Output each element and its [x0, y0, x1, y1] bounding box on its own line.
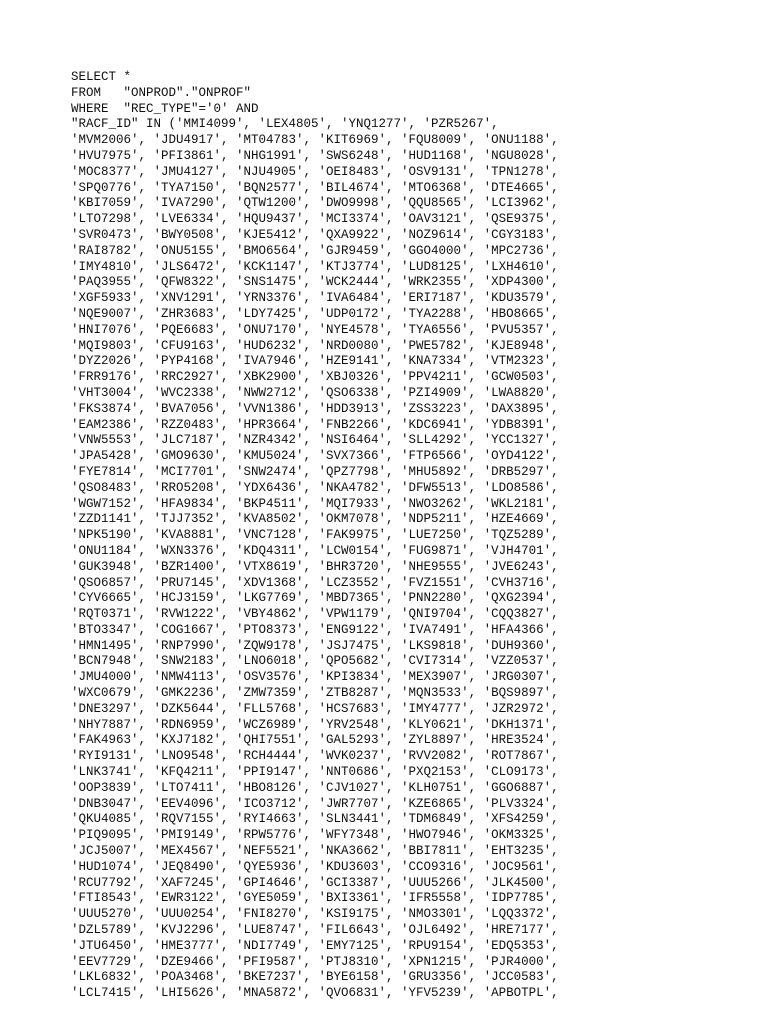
racf-id-row: 'VHT3004', 'WVC2338', 'NWW2712', 'QSO6338', 'PZI4909', 'LWA8820', [71, 385, 559, 400]
racf-id-row: 'CYV6665', 'HCJ3159', 'LKG7769', 'MBD7365', 'PNN2280', 'QXG2394', [71, 591, 559, 606]
racf-id-row: 'FTI8543', 'EWR3122', 'GYE5059', 'BXI3361', 'IFR5558', 'IDP7785', [71, 891, 559, 906]
racf-id-row: 'SVR0473', 'BWY0508', 'KJE5412', 'QXA9922', 'NOZ9614', 'CGY3183', [71, 227, 559, 242]
racf-id-row: 'QSO6857', 'PRU7145', 'XDV1368', 'LCZ3552', 'FVZ1551', 'CVH3716', [71, 575, 559, 590]
racf-id-row: 'UUU5270', 'UUU0254', 'FNI8270', 'KSI9175', 'NMO3301', 'LQQ3372', [71, 907, 559, 922]
racf-id-row: 'WXC0679', 'GMK2236', 'ZMW7359', 'ZTB8287', 'MQN3533', 'BQS9897', [71, 686, 559, 701]
racf-id-row: 'LKL6832', 'POA3468', 'BKE7237', 'BYE6158', 'GRU3356', 'JCC0583', [71, 970, 559, 985]
racf-id-row: 'QKU4085', 'RQV7155', 'RYI4663', 'SLN3441', 'TDM6849', 'XFS4259', [71, 812, 559, 827]
racf-id-row: 'DNE3297', 'DZK5644', 'FLL5768', 'HCS7683', 'IMY4777', 'JZR2972', [71, 701, 559, 716]
racf-id-list [71, 133, 731, 1002]
sql-from-line: FROM "ONPROD"."ONPROF" [71, 85, 252, 100]
racf-id-row: 'FRR9176', 'RRC2927', 'XBK2900', 'XBJ0326', 'PPV4211', 'GCW0503', [71, 370, 559, 385]
racf-id-row: 'LNK3741', 'KFQ4211', 'PPI9147', 'NNT0686', 'PXQ2153', 'CLO9173', [71, 765, 559, 780]
racf-id-row: 'PIQ9095', 'PMI9149', 'RPW5776', 'WFY7348', 'HWO7946', 'OKM3325', [71, 828, 559, 843]
racf-id-row: 'RAI8782', 'ONU5155', 'BMO6564', 'GJR9459', 'GGO4000', 'MPC2736', [71, 243, 559, 258]
racf-id-row: 'QSO8483', 'RRO5208', 'YDX6436', 'NKA4782', 'DFW5513', 'LDO8586', [71, 480, 559, 495]
racf-id-row: 'LCL7415', 'LHI5626', 'MNA5872', 'QVO6831', 'YFV5239', 'APBOTPL', [71, 986, 559, 1001]
racf-id-row: 'FKS3874', 'BVA7056', 'VVN1386', 'HDD3913', 'ZSS3223', 'DAX3895', [71, 401, 559, 416]
racf-id-row: 'NPK5190', 'KVA8881', 'VNC7128', 'FAK9975', 'LUE7250', 'TQZ5289', [71, 528, 559, 543]
racf-id-row: 'ONU1184', 'WXN3376', 'KDQ4311', 'LCW0154', 'FUG9871', 'VJH4701', [71, 543, 559, 558]
racf-id-row: 'JCJ5007', 'MEX4567', 'NEF5521', 'NKA3662', 'BBI7811', 'EHT3235', [71, 844, 559, 859]
racf-id-row: 'HNI7076', 'PQE6683', 'ONU7170', 'NYE4578', 'TYA6556', 'PVU5357', [71, 322, 559, 337]
racf-id-row: 'JMU4000', 'NMW4113', 'OSV3576', 'KPI3834', 'MEX3907', 'JRG0307', [71, 670, 559, 685]
racf-id-row: 'XGF5933', 'XNV1291', 'YRN3376', 'IVA6484', 'ERI7187', 'KDU3579', [71, 291, 559, 306]
racf-id-row: 'DYZ2026', 'PYP4168', 'IVA7946', 'HZE9141', 'KNA7334', 'VTM2323', [71, 354, 559, 369]
racf-id-row: 'JTU6450', 'HME3777', 'NDI7749', 'EMY7125', 'RPU9154', 'EDQ5353', [71, 938, 559, 953]
racf-id-row: 'MOC8377', 'JMU4127', 'NJU4905', 'OEI8483', 'OSV9131', 'TPN1278', [71, 164, 559, 179]
racf-id-row: 'NHY7887', 'RDN6959', 'WCZ6989', 'YRV2548', 'KLY0621', 'DKH1371', [71, 717, 559, 732]
racf-id-row: 'OOP3839', 'LTO7411', 'HBO8126', 'CJV1027', 'KLH0751', 'GGO6887', [71, 780, 559, 795]
racf-id-row: 'WGW7152', 'HFA9834', 'BKP4511', 'MQI7933', 'NWO3262', 'WKL2181', [71, 496, 559, 511]
racf-id-row: 'DNB3047', 'EEV4096', 'ICO3712', 'JWR7707', 'KZE6865', 'PLV3324', [71, 796, 559, 811]
racf-id-row: 'EAM2386', 'RZZ0483', 'HPR3664', 'FNB2266', 'KDC6941', 'YDB8391', [71, 417, 559, 432]
racf-id-row: 'MVM2006', 'JDU4917', 'MT04783', 'KIT6969', 'FQU8009', 'ONU1188', [71, 133, 559, 148]
racf-id-row: 'EEV7729', 'DZE9466', 'PFI9587', 'PTJ8310', 'XPN1215', 'PJR4000', [71, 954, 559, 969]
racf-id-row: 'DZL5789', 'KVJ2296', 'LUE8747', 'FIL6643', 'OJL6492', 'HRE7177', [71, 923, 559, 938]
racf-id-row: 'RYI9131', 'LNO9548', 'RCH4444', 'WVK0237', 'RVV2082', 'ROT7867', [71, 749, 559, 764]
racf-id-row: 'HMN1495', 'RNP7990', 'ZQW9178', 'JSJ7475', 'LKS9818', 'DUH9360', [71, 638, 559, 653]
racf-id-row: 'BTO3347', 'COG1667', 'PTO8373', 'ENG9122', 'IVA7491', 'HFA4366', [71, 622, 559, 637]
racf-id-row: 'RQT0371', 'RVW1222', 'VBY4862', 'VPW1179', 'QNI9704', 'CQQ3827', [71, 607, 559, 622]
racf-id-row: 'LTO7298', 'LVE6334', 'HQU9437', 'MCI3374', 'OAV3121', 'QSE9375', [71, 212, 559, 227]
sql-in-clause-line: "RACF_ID" IN ('MMI4099', 'LEX4805', 'YNQ1277', 'PZR5267', [71, 117, 499, 132]
racf-id-row: 'IMY4810', 'JLS6472', 'KCK1147', 'KTJ3774', 'LUD8125', 'LXH4610', [71, 259, 559, 274]
sql-query-document [71, 70, 731, 1002]
sql-where-line: WHERE "REC_TYPE"='0' AND [71, 101, 259, 116]
racf-id-row: 'FAK4963', 'KXJ7182', 'QHI7551', 'GAL5293', 'ZYL8897', 'HRE3524', [71, 733, 559, 748]
racf-id-row: 'NQE9007', 'ZHR3683', 'LDY7425', 'UDP0172', 'TYA2288', 'HBO8665', [71, 306, 559, 321]
racf-id-row: 'MQI9803', 'CFU9163', 'HUD6232', 'NRD0080', 'PWE5782', 'KJE8948', [71, 338, 559, 353]
racf-id-row: 'VNW5553', 'JLC7187', 'NZR4342', 'NSI6464', 'SLL4292', 'YCC1327', [71, 433, 559, 448]
racf-id-row: 'JPA5428', 'GMO9630', 'KMU5024', 'SVX7366', 'FTP6566', 'OYD4122', [71, 449, 559, 464]
racf-id-row: 'HUD1074', 'JEQ8490', 'QYE5936', 'KDU3603', 'CCO9316', 'JOC9561', [71, 859, 559, 874]
racf-id-row: 'SPQ0776', 'TYA7150', 'BQN2577', 'BIL4674', 'MTO6368', 'DTE4665', [71, 180, 559, 195]
racf-id-row: 'BCN7948', 'SNW2183', 'LNO6018', 'QPO5682', 'CVI7314', 'VZZ0537', [71, 654, 559, 669]
racf-id-row: 'ZZD1141', 'TJJ7352', 'KVA8502', 'OKM7078', 'NDP5211', 'HZE4669', [71, 512, 559, 527]
racf-id-row: 'GUK3948', 'BZR1400', 'VTX8619', 'BHR3720', 'NHE9555', 'JVE6243', [71, 559, 559, 574]
racf-id-row: 'PAQ3955', 'QFW8322', 'SNS1475', 'WCK2444', 'WRK2355', 'XDP4300', [71, 275, 559, 290]
racf-id-row: 'HVU7975', 'PFI3861', 'NHG1991', 'SWS6248', 'HUD1168', 'NGU8028', [71, 148, 559, 163]
racf-id-row: 'FYE7814', 'MCI7701', 'SNW2474', 'QPZ7798', 'MHU5892', 'DRB5297', [71, 464, 559, 479]
racf-id-row: 'KBI7059', 'IVA7290', 'QTW1200', 'DWO9998', 'QQU8565', 'LCI3962', [71, 196, 559, 211]
sql-select-line: SELECT * [71, 70, 132, 84]
racf-id-row: 'RCU7792', 'XAF7245', 'GPI4646', 'GCI3387', 'UUU5266', 'JLK4500', [71, 875, 559, 890]
